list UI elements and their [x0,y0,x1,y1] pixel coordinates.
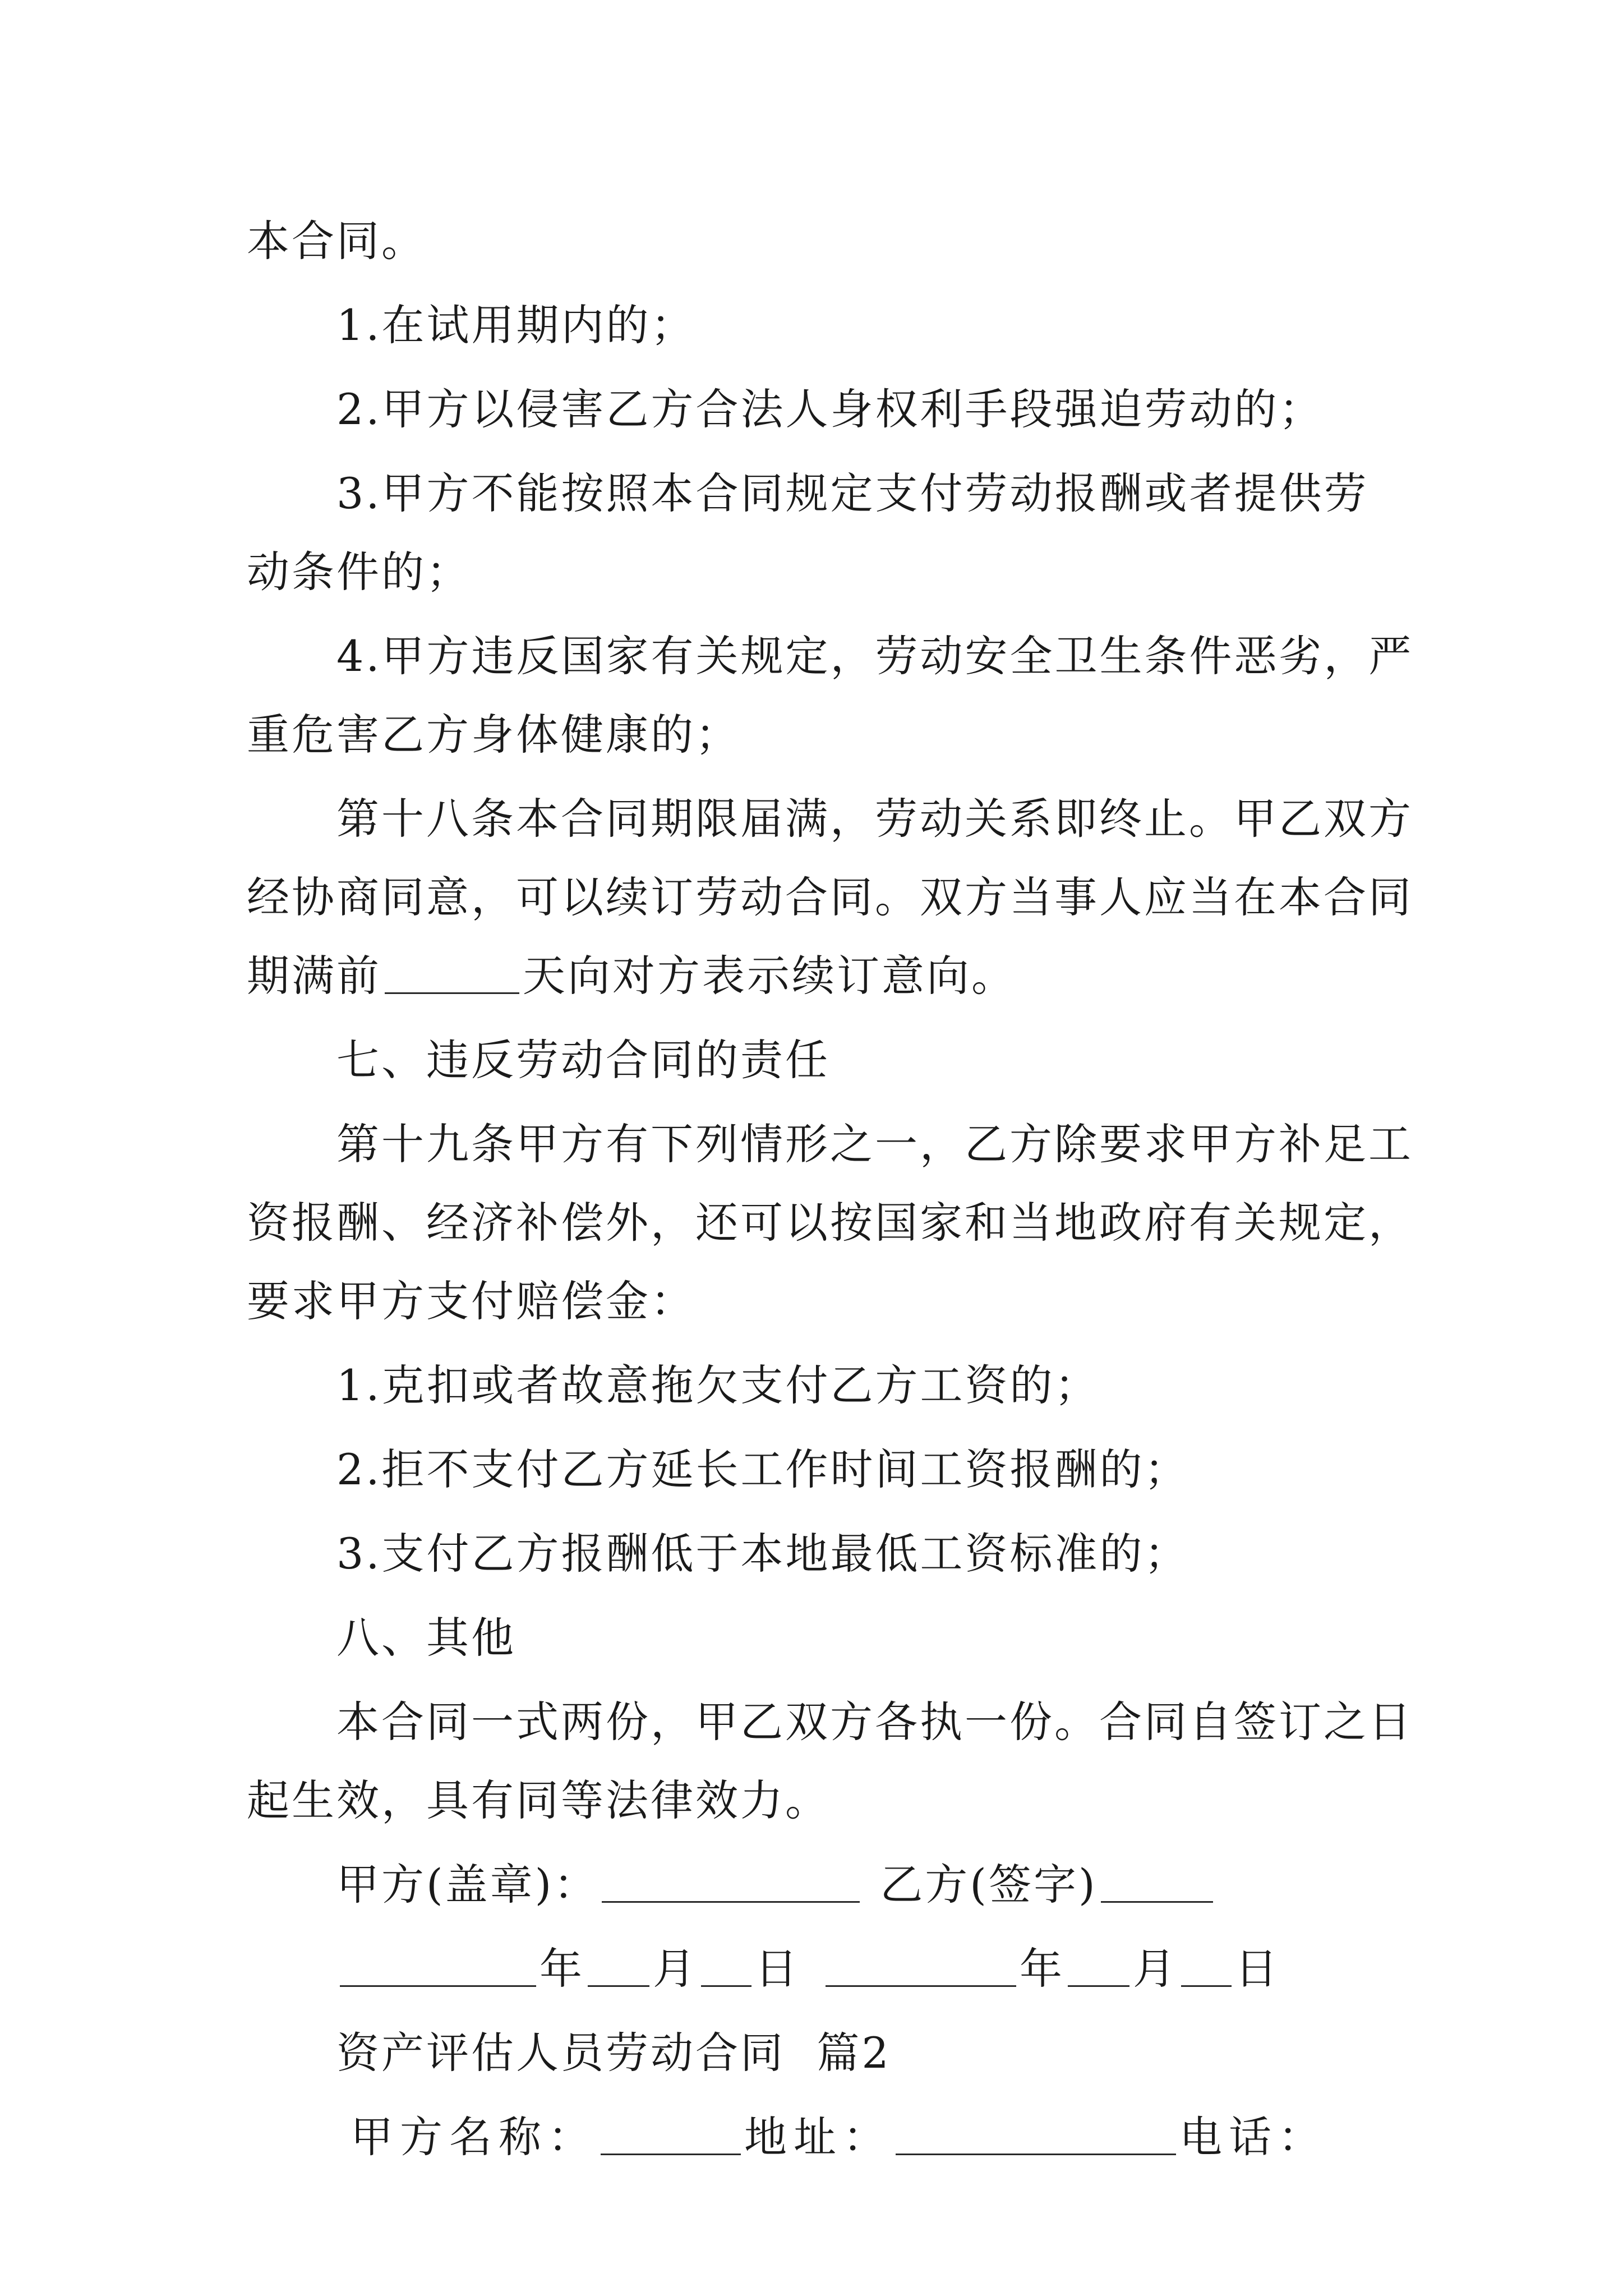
party-name-label: 甲方名称： [351,2112,597,2162]
paragraph-line: 经协商同意，可以续订劳动合同。双方当事人应当在本合同 [247,872,1413,922]
day-label: 日 [1235,1944,1280,1994]
term-prefix: 期满前 [247,951,381,1001]
month-label: 月 [653,1944,698,1994]
blank-field [1101,1862,1213,1903]
list-item: 1.克扣或者故意拖欠支付乙方工资的； [336,1360,1100,1410]
section-title: 资产评估人员劳动合同 篇2 [336,2028,891,2078]
day-label: 日 [755,1944,800,1994]
term-suffix: 天向对方表示续订意向。 [523,951,1016,1001]
blank-field [701,1946,751,1987]
list-item: 2.甲方以侵害乙方合法人身权利手段强迫劳动的； [336,384,1324,434]
section-heading: 七、违反劳动合同的责任 [336,1035,830,1085]
blank-field [896,2114,1176,2155]
blank-field [1181,1946,1232,1987]
text-line: 本合同。 [247,216,426,266]
section-heading: 八、其他 [336,1613,516,1663]
paragraph-line: 要求甲方支付赔偿金： [247,1276,695,1326]
date-line [336,1941,1402,1997]
paragraph-line: 起生效，具有同等法律效力。 [247,1775,830,1825]
address-label: 地址： [744,2112,892,2162]
blank-field [601,2114,741,2155]
blank-field [385,953,519,994]
paragraph-line: 第十九条甲方有下列情形之一，乙方除要求甲方补足工 [336,1119,1413,1169]
list-item: 3.甲方不能按照本合同规定支付劳动报酬或者提供劳 [336,468,1369,518]
list-item: 2.拒不支付乙方延长工作时间工资报酬的； [336,1444,1189,1494]
list-item: 1.在试用期内的； [336,300,696,350]
blank-field [588,1946,649,1987]
blank-field [1068,1946,1129,1987]
paragraph-line: 本合同一式两份，甲乙双方各执一份。合同自签订之日 [336,1697,1413,1747]
year-label: 年 [1020,1944,1064,1994]
paragraph-line: 资报酬、经济补偿外，还可以按国家和当地政府有关规定， [247,1198,1413,1248]
year-label: 年 [540,1944,584,1994]
month-label: 月 [1133,1944,1178,1994]
text-line: 重危害乙方身体健康的； [247,710,740,760]
list-item: 3.支付乙方报酬低于本地最低工资标准的； [336,1529,1189,1579]
party-b-label: 乙方(签字) [880,1860,1098,1910]
paragraph-line: 第十八条本合同期限届满，劳动关系即终止。甲乙双方 [336,794,1413,844]
blank-field [602,1862,860,1903]
text-line: 动条件的； [247,547,471,597]
party-info-line [351,2109,1416,2165]
blank-field [340,1946,536,1987]
party-a-label: 甲方(盖章)： [336,1860,599,1910]
list-item: 4.甲方违反国家有关规定，劳动安全卫生条件恶劣，严 [336,631,1414,681]
blank-field [826,1946,1016,1987]
phone-label: 电话： [1179,2112,1327,2162]
term-line [247,948,1391,1004]
signature-line [336,1857,1402,1913]
